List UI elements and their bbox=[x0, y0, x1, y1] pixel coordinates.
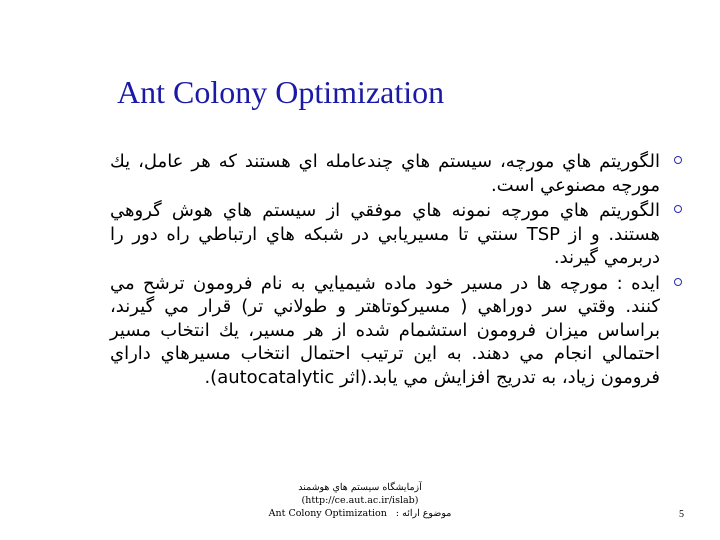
bullet-text: ايده : مورچه ها در مسير خود ماده شيميايي به نام فرومون ترشح مي کنند. وقتي سر دوراهي ( مسيرکوتاهتر و طولاني تر) قرار مي گيرند، براساس ميزان فرومون استشمام شده از هر مسير، يك انتخاب مسير احتمالي انجام مي دهند. به اين ترتيب احتمال انتخاب مسيرهاي داراي فرومون زياد، به تدريج افزايش مي يابد.(اثر autocatalytic). bbox=[110, 272, 660, 388]
circle-bullet-icon bbox=[674, 278, 682, 286]
slide-footer bbox=[200, 481, 520, 520]
bullet-text: الگوريتم هاي مورچه نمونه هاي موفقي از سيستم هاي هوش گروهي هستند. و از TSP سنتي تا مسيريابي در شبکه هاي ارتباطي راه دور را دربرمي گيرند. bbox=[110, 200, 660, 268]
bullet-item bbox=[110, 272, 684, 390]
bullet-text: الگوريتم هاي مورچه، سيستم هاي چندعامله اي هستند که هر عامل، يك مورچه مصنوعي است. bbox=[110, 151, 660, 196]
footer-topic-value: Ant Colony Optimization bbox=[268, 508, 387, 519]
page-number: 5 bbox=[679, 509, 684, 520]
circle-bullet-icon bbox=[674, 156, 682, 164]
bullet-item bbox=[110, 150, 684, 197]
bullet-item bbox=[110, 199, 684, 270]
footer-topic bbox=[200, 507, 520, 520]
footer-topic-label: موضوع ارائه : bbox=[395, 508, 452, 519]
bullet-list bbox=[110, 150, 684, 391]
slide-title: Ant Colony Optimization bbox=[117, 74, 445, 110]
circle-bullet-icon bbox=[674, 205, 682, 213]
footer-url: (http://ce.aut.ac.ir/islab) bbox=[301, 495, 419, 506]
footer-lab-name: آزمايشگاه سيستم هاي هوشمند bbox=[298, 482, 422, 493]
